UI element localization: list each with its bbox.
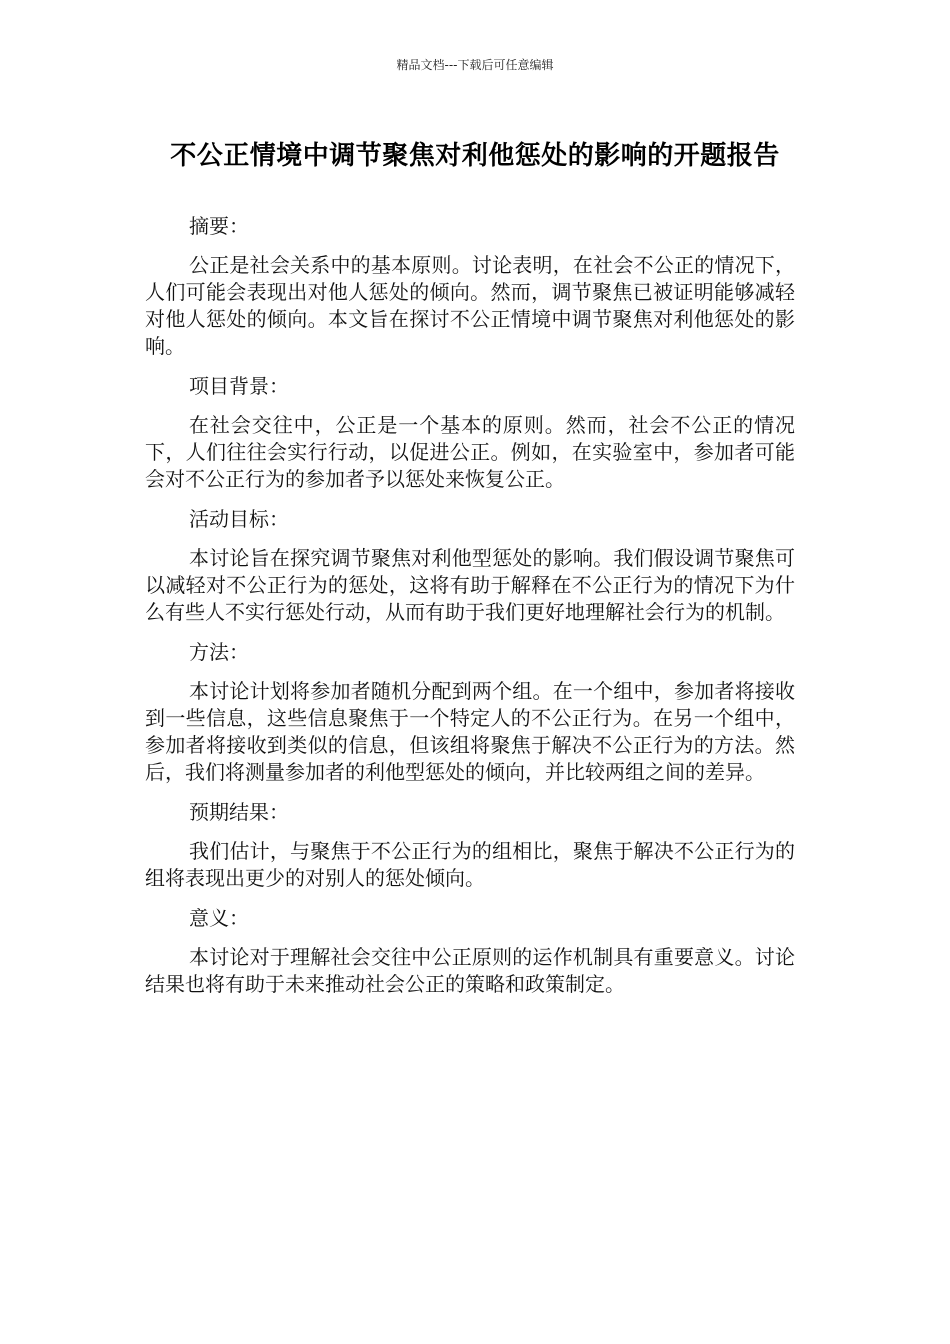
section-methods <box>145 638 795 786</box>
section-heading: 摘要： <box>189 214 249 238</box>
section-heading: 活动目标： <box>189 507 289 531</box>
section-goals <box>145 505 795 626</box>
document-body <box>145 212 795 1010</box>
section-expected-results <box>145 798 795 892</box>
section-paragraph: 公正是社会关系中的基本原则。讨论表明，在社会不公正的情况下，人们可能会表现出对他人惩处的倾向。然而，调节聚焦已被证明能够减轻对他人惩处的倾向。本文旨在探讨不公正情境中调节聚焦对利他惩处的影响。 <box>145 253 795 358</box>
section-heading: 预期结果： <box>189 800 289 824</box>
section-significance <box>145 904 795 998</box>
document-title: 不公正情境中调节聚焦对利他惩处的影响的开题报告 <box>170 141 780 171</box>
section-heading: 项目背景： <box>189 374 289 398</box>
section-paragraph: 本讨论旨在探究调节聚焦对利他型惩处的影响。我们假设调节聚焦可以减轻对不公正行为的惩处，这将有助于解释在不公正行为的情况下为什么有些人不实行惩处行动，从而有助于我们更好地理解社会行为的机制。 <box>145 546 795 624</box>
section-heading: 方法： <box>189 640 249 664</box>
section-paragraph: 在社会交往中，公正是一个基本的原则。然而，社会不公正的情况下，人们往往会实行行动，以促进公正。例如，在实验室中，参加者可能会对不公正行为的参加者予以惩处来恢复公正。 <box>145 413 795 491</box>
section-heading: 意义： <box>189 906 249 930</box>
section-paragraph: 本讨论计划将参加者随机分配到两个组。在一个组中，参加者将接收到一些信息，这些信息聚焦于一个特定人的不公正行为。在另一个组中，参加者将接收到类似的信息，但该组将聚焦于解决不公正行为的方法。然后，我们将测量参加者的利他型惩处的倾向，并比较两组之间的差异。 <box>145 679 795 784</box>
section-paragraph: 我们估计，与聚焦于不公正行为的组相比，聚焦于解决不公正行为的组将表现出更少的对别人的惩处倾向。 <box>145 839 795 890</box>
section-background <box>145 372 795 493</box>
section-abstract <box>145 212 795 360</box>
section-paragraph: 本讨论对于理解社会交往中公正原则的运作机制具有重要意义。讨论结果也将有助于未来推动社会公正的策略和政策制定。 <box>145 945 795 996</box>
header-note: 精品文档---下载后可任意编辑 <box>396 58 554 72</box>
